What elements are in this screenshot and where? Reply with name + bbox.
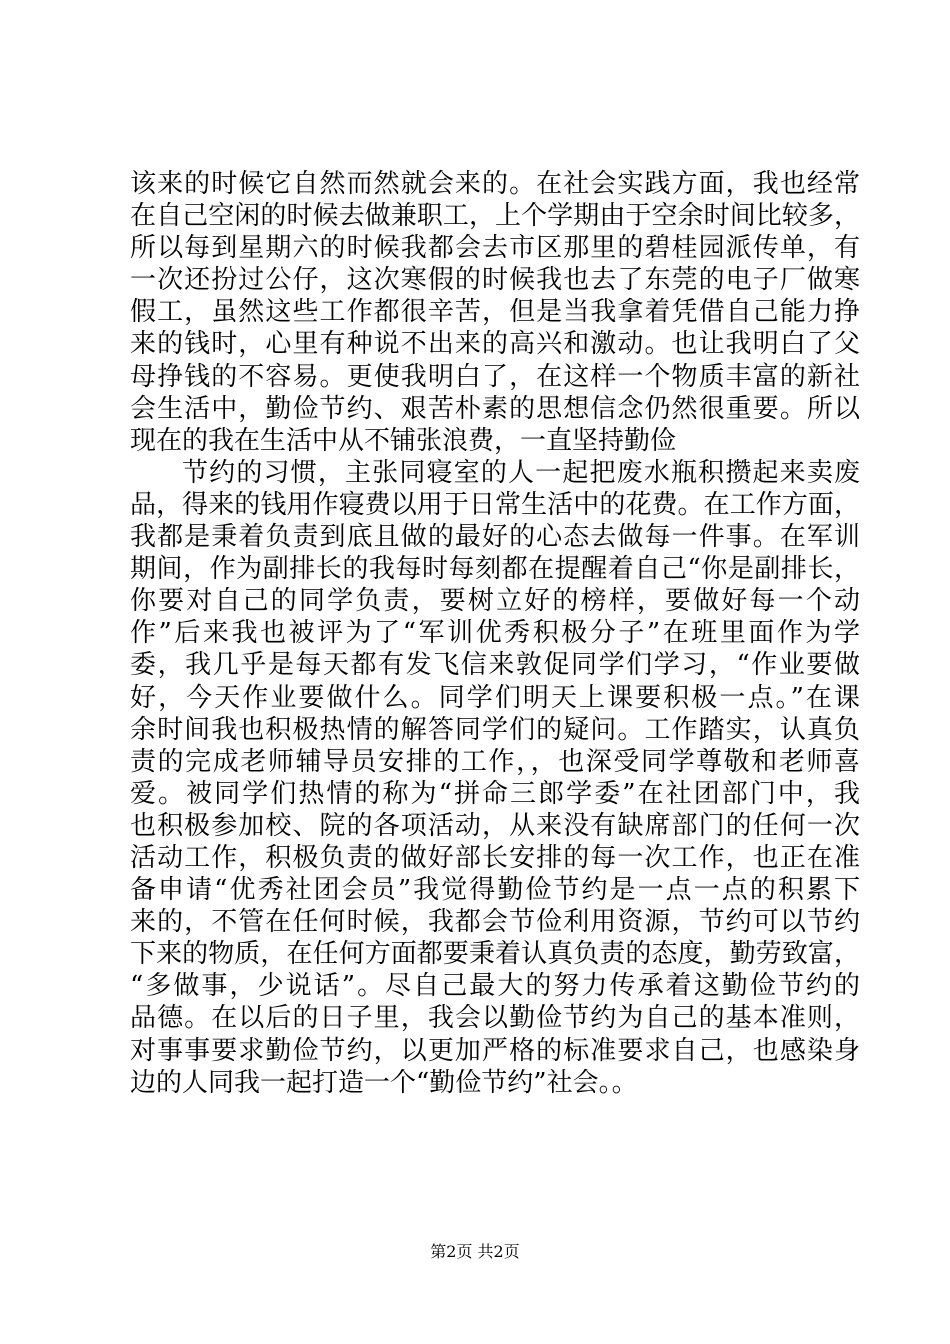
text-line: 现在的我在生活中从不铺张浪费，一直坚持勤俭 (130, 425, 677, 456)
text-line: 责的完成老师辅导员安排的工作，，也深受同学尊敬和老师喜 (130, 746, 860, 777)
paragraph (130, 457, 860, 1099)
page-footer: 第2页 共2页 (430, 1242, 520, 1261)
text-line: 在自己空闲的时候去做兼职工，上个学期由于空余时间比较多， (130, 201, 860, 232)
text-line: 对事事要求勤俭节约，以更加严格的标准要求自己，也感染身 (130, 1035, 860, 1066)
text-line: 品，得来的钱用作寝费以用于日常生活中的花费。在工作方面， (130, 489, 860, 520)
text-line: 来的钱时，心里有种说不出来的高兴和激动。也让我明白了父 (130, 329, 860, 360)
text-line: 爱。被同学们热情的称为“拼命三郎学委”在社团部门中，我 (130, 778, 860, 809)
text-line: 下来的物质，在任何方面都要秉着认真负责的态度，勤劳致富， (130, 939, 860, 970)
text-line: 母挣钱的不容易。更使我明白了，在这样一个物质丰富的新社 (130, 361, 860, 392)
body-text (130, 168, 860, 1099)
paragraph (130, 168, 860, 457)
text-line: 节约的习惯，主张同寝室的人一起把废水瓶积攒起来卖废 (182, 457, 860, 488)
text-line: 假工，虽然这些工作都很辛苦，但是当我拿着凭借自己能力挣 (130, 297, 860, 328)
text-line: 备申请“优秀社团会员”我觉得勤俭节约是一点一点的积累下 (130, 875, 860, 906)
text-line: 好，今天作业要做什么。同学们明天上课要积极一点。”在课 (130, 682, 860, 713)
text-line: 余时间我也积极热情的解答同学们的疑问。工作踏实，认真负 (130, 714, 860, 745)
text-line: “多做事，少说话”。尽自己最大的努力传承着这勤俭节约的 (130, 971, 860, 1002)
text-line: 所以每到星期六的时候我都会去市区那里的碧桂园派传单，有 (130, 233, 860, 264)
text-line: 边的人同我一起打造一个“勤俭节约”社会。。 (130, 1067, 638, 1098)
text-line: 来的，不管在任何时候，我都会节俭利用资源，节约可以节约 (130, 907, 860, 938)
text-line: 该来的时候它自然而然就会来的。在社会实践方面，我也经常 (130, 169, 860, 199)
text-line: 期间，作为副排长的我每时每刻都在提醒着自己“你是副排长， (130, 554, 860, 585)
text-line: 作”后来我也被评为了“军训优秀积极分子”在班里面作为学 (130, 618, 860, 649)
text-line: 你要对自己的同学负责，要树立好的榜样，要做好每一个动 (130, 586, 860, 617)
text-line: 品德。在以后的日子里，我会以勤俭节约为自己的基本准则， (130, 1003, 860, 1034)
text-line: 活动工作，积极负责的做好部长安排的每一次工作，也正在准 (130, 842, 860, 873)
text-line: 也积极参加校、院的各项活动，从来没有缺席部门的任何一次 (130, 810, 860, 841)
text-line: 一次还扮过公仔，这次寒假的时候我也去了东莞的电子厂做寒 (130, 265, 860, 296)
text-line: 我都是秉着负责到底且做的最好的心态去做每一件事。在军训 (130, 522, 860, 553)
text-line: 委，我几乎是每天都有发飞信来敦促同学们学习，“作业要做 (130, 650, 860, 681)
text-line: 会生活中，勤俭节约、艰苦朴素的思想信念仍然很重要。所以 (130, 393, 860, 424)
